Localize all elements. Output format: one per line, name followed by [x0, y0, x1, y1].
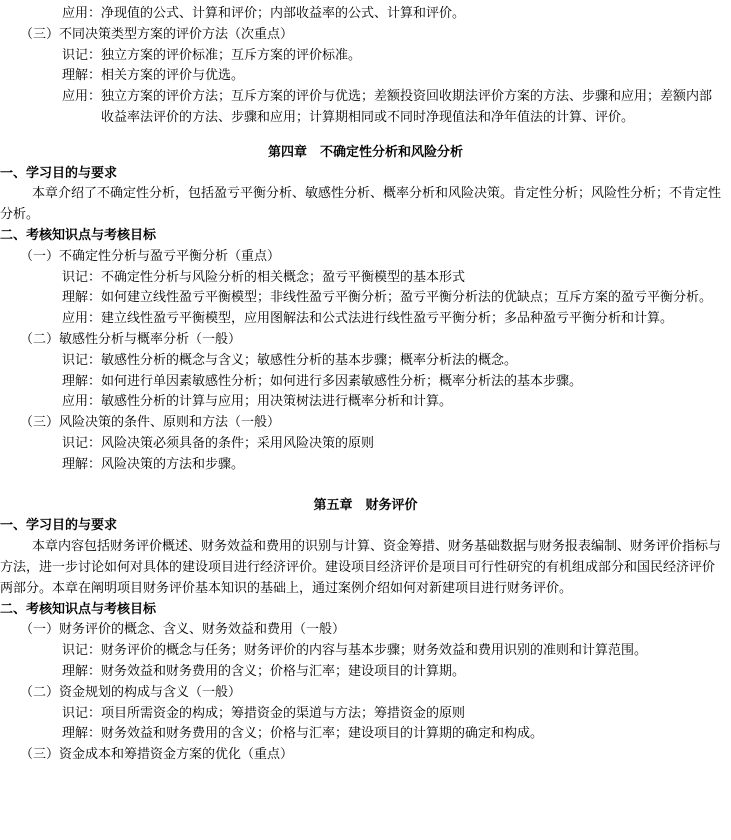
list-item: [0, 641, 731, 662]
item-text: 风险决策的方法和步骤。: [101, 456, 245, 472]
item-label: 识记：: [62, 352, 102, 368]
subsection-title: （二）资金规划的构成与含义（一般）: [20, 684, 242, 700]
item-text: 敏感性分析的计算与应用；用决策树法进行概率分析和计算。: [101, 394, 453, 410]
chapter-title: 第四章 不确定性分析和风险分析: [267, 144, 463, 160]
list-item: [0, 372, 731, 393]
list-item: [0, 724, 731, 745]
list-item: [0, 66, 731, 87]
item-label: 理解：: [62, 373, 102, 389]
item-label: 应用：: [62, 89, 102, 105]
item-label: 识记：: [62, 643, 102, 659]
item-label: 识记：: [62, 269, 102, 285]
subsection-title: （三）资金成本和筹措资金方案的优化（重点）: [20, 747, 294, 763]
item-text: 财务评价的概念与任务；财务评价的内容与基本步骤；财务效益和费用识别的准则和计算范围。: [101, 643, 648, 659]
item-text: 如何建立线性盈亏平衡模型；非线性盈亏平衡分析；盈亏平衡分析法的优缺点；互斥方案的盈亏平衡分析。: [101, 290, 713, 306]
list-item: [0, 309, 731, 330]
list-item: [0, 392, 731, 413]
document-page: [0, 4, 731, 766]
item-label: 理解：: [62, 663, 102, 679]
item-text: 项目所需资金的构成；筹措资金的渠道与方法；筹措资金的原则: [101, 705, 466, 721]
item-label: 理解：: [62, 456, 102, 472]
item-text: 财务效益和财务费用的含义；价格与汇率；建设项目的计算期的确定和构成。: [101, 726, 544, 742]
item-text: 财务效益和财务费用的含义；价格与汇率；建设项目的计算期。: [101, 663, 466, 679]
item-label: 识记：: [62, 47, 102, 63]
item-text: 不确定性分析与风险分析的相关概念；盈亏平衡模型的基本形式: [101, 269, 466, 285]
section-heading: 二、考核知识点与考核目标: [0, 601, 157, 617]
subsection-title: （三）风险决策的条件、原则和方法（一般）: [20, 415, 281, 431]
list-item: [0, 87, 731, 129]
item-text: 净现值的公式、计算和评价；内部收益率的公式、计算和评价。: [101, 6, 466, 21]
item-label: 理解：: [62, 726, 102, 742]
item-text: 敏感性分析的概念与含义；敏感性分析的基本步骤；概率分析法的概念。: [101, 352, 518, 368]
subsection-title: （三）不同决策类型方案的评价方法（次重点）: [20, 26, 294, 42]
list-item: [0, 46, 731, 67]
item-text: 风险决策必须具备的条件；采用风险决策的原则: [101, 435, 375, 451]
section-heading: 一、学习目的与要求: [0, 518, 118, 534]
item-label: 应用：: [62, 394, 102, 410]
item-label: 识记：: [62, 705, 102, 721]
section-heading: 二、考核知识点与考核目标: [0, 227, 157, 243]
subsection-title: （一）财务评价的概念、含义、财务效益和费用（一般）: [20, 622, 346, 638]
list-item: [0, 662, 731, 683]
item-label: 应用：: [62, 6, 102, 21]
subsection-title: （二）敏感性分析与概率分析（一般）: [20, 331, 242, 347]
item-label: 应用：: [62, 311, 102, 327]
list-item: [0, 704, 731, 725]
item-label: 理解：: [62, 290, 102, 306]
chapter-title: 第五章 财务评价: [313, 497, 418, 513]
top-apply-item: [0, 4, 731, 25]
section-heading: 一、学习目的与要求: [0, 165, 118, 181]
list-item: [0, 434, 731, 455]
item-text: 独立方案的评价标准；互斥方案的评价标准。: [101, 47, 362, 63]
item-text: 相关方案的评价与优选。: [101, 68, 245, 84]
item-text: 建立线性盈亏平衡模型，应用图解法和公式法进行线性盈亏平衡分析；多品种盈亏平衡分析和计算。: [101, 311, 674, 327]
item-label: 识记：: [62, 435, 102, 451]
subsection-title: （一）不确定性分析与盈亏平衡分析（重点）: [20, 248, 281, 264]
list-item: [0, 268, 731, 289]
item-label: 理解：: [62, 68, 102, 84]
item-text: 独立方案的评价方法；互斥方案的评价与优选；差额投资回收期法评价方案的方法、步骤和应用；差额内部收益率法评价的方法、步骤和应用；计算期相同或不同时净现值法和净年值法的计算、评价。: [101, 89, 713, 125]
list-item: [0, 351, 731, 372]
paragraph: 本章内容包括财务评价概述、财务效益和费用的识别与计算、资金筹措、财务基础数据与财务报表编制、财务评价指标与方法，进一步讨论如何对具体的建设项目进行经济评价。建设项目经济评价是项目可行性研究的有机组成部分和国民经济评价两部分。本章在阐明项目财务评价基本知识的基础上，通过案例介绍如何对新建项目进行财务评价。: [0, 539, 722, 596]
item-text: 如何进行单因素敏感性分析；如何进行多因素敏感性分析；概率分析法的基本步骤。: [101, 373, 583, 389]
paragraph: 本章介绍了不确定性分析，包括盈亏平衡分析、敏感性分析、概率分析和风险决策。肯定性分析；风险性分析；不肯定性分析。: [0, 186, 722, 223]
list-item: [0, 455, 731, 476]
list-item: [0, 288, 731, 309]
